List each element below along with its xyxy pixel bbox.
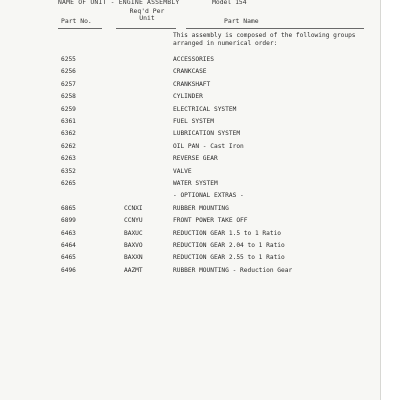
intro-text: This assembly is composed of the following groups arranged in numerical order: (173, 32, 356, 47)
part-name: - OPTIONAL EXTRAS - (173, 192, 244, 200)
table-row (0, 242, 380, 252)
table-row (0, 143, 380, 153)
part-name: VALVE (173, 167, 192, 175)
part-number: 6265 (61, 180, 76, 187)
table-row (0, 230, 380, 240)
header-reqd-line2: Unit (139, 14, 155, 22)
table-row (0, 81, 380, 91)
part-name: REDUCTION GEAR 2.04 to 1 Ratio (173, 242, 285, 249)
header-reqd-per-unit (122, 8, 172, 22)
table-row (0, 106, 380, 116)
part-name: REDUCTION GEAR 2.55 to 1 Ratio (173, 254, 285, 262)
model-label: Model 154 (212, 0, 247, 6)
part-name: RUBBER MOUNTING (173, 204, 229, 212)
part-name: ELECTRICAL SYSTEM (173, 105, 237, 113)
part-number: 6463 (61, 229, 76, 237)
table-row (0, 130, 380, 140)
table-row (0, 168, 380, 178)
reqd-per-unit: AAZMT (124, 266, 143, 274)
part-number: 6865 (61, 204, 76, 212)
part-number: 6362 (61, 130, 76, 138)
part-number: 6257 (61, 80, 76, 88)
part-name: FRONT POWER TAKE OFF (173, 217, 248, 225)
part-name: OIL PAN - Cast Iron (173, 142, 244, 150)
part-name: RUBBER MOUNTING - Reduction Gear (173, 266, 293, 274)
part-number: 6361 (61, 118, 76, 125)
part-name: WATER SYSTEM (173, 180, 218, 187)
reqd-per-unit: CCNYU (124, 217, 143, 225)
part-name: REVERSE GEAR (173, 155, 218, 163)
table-row (0, 155, 380, 165)
table-row (0, 56, 380, 66)
part-number: 6255 (61, 56, 76, 63)
part-number: 6256 (61, 68, 76, 76)
header-reqd-line1: Req'd Per (129, 7, 165, 15)
table-row (0, 192, 380, 202)
part-name: CRANKCASE (173, 68, 207, 76)
part-name: REDUCTION GEAR 1.5 to 1 Ratio (173, 229, 282, 237)
part-number: 6258 (61, 93, 76, 101)
table-row (0, 93, 380, 103)
reqd-per-unit: BAXVO (124, 242, 143, 249)
part-number: 6465 (61, 254, 76, 262)
table-row (0, 118, 380, 128)
reqd-per-unit: BAXUC (124, 229, 143, 237)
header-part-no: Part No. (61, 17, 92, 25)
table-row (0, 205, 380, 215)
table-row (0, 254, 380, 264)
header-part-name: Part Name (224, 17, 259, 25)
part-name: CRANKSHAFT (173, 80, 211, 88)
part-name: FUEL SYSTEM (173, 118, 214, 125)
header-underline-part-name (186, 28, 364, 29)
reqd-per-unit: CCNXI (124, 204, 143, 212)
part-number: 6464 (61, 242, 76, 249)
part-number: 6899 (61, 217, 76, 225)
part-name: CYLINDER (173, 93, 203, 101)
unit-title: NAME OF UNIT - ENGINE ASSEMBLY (58, 0, 180, 6)
reqd-per-unit: BAXXN (124, 254, 143, 262)
part-number: 6262 (61, 142, 76, 150)
part-name: ACCESSORIES (173, 56, 214, 63)
header-underline-reqd (116, 28, 176, 29)
part-number: 6496 (61, 266, 76, 274)
table-row (0, 217, 380, 227)
part-number: 6259 (61, 105, 76, 113)
header-underline-part-no (58, 28, 102, 29)
table-row (0, 267, 380, 277)
table-row (0, 180, 380, 190)
part-name: LUBRICATION SYSTEM (173, 130, 241, 138)
table-row (0, 68, 380, 78)
part-number: 6263 (61, 155, 76, 163)
part-number: 6352 (61, 167, 76, 175)
